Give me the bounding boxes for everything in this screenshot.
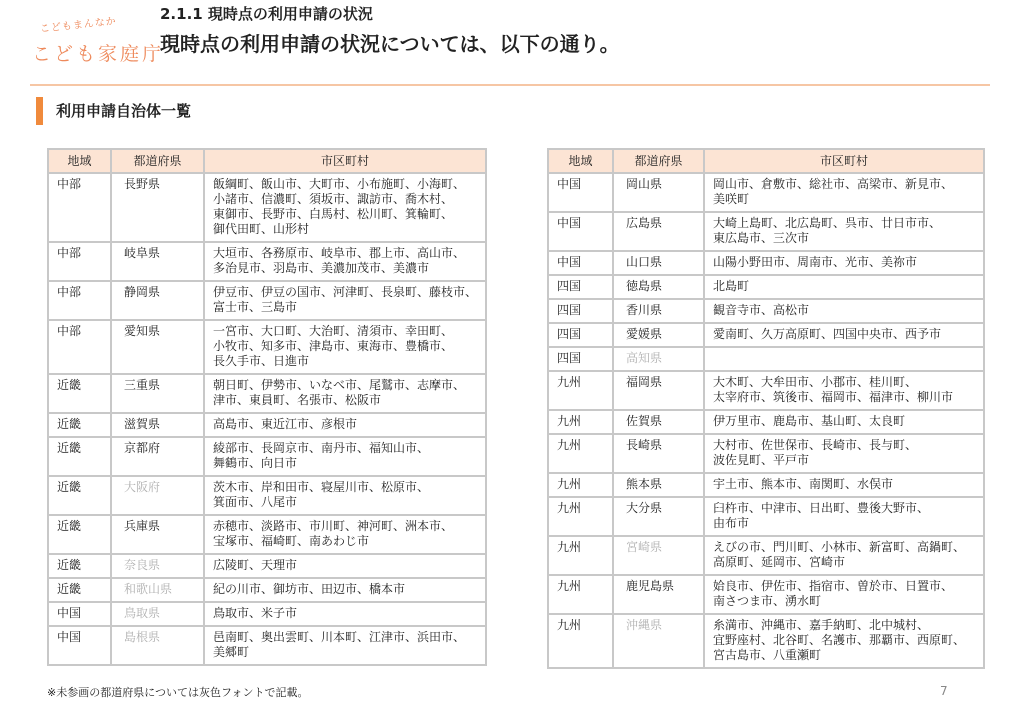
prefecture-cell: 愛知県 (111, 320, 204, 374)
logo-name: こども家庭庁 (32, 43, 165, 65)
prefecture-cell: 和歌山県 (111, 578, 204, 602)
logo (28, 16, 165, 74)
page-title: 現時点の利用申請の状況については、以下の通り。 (160, 32, 620, 56)
municipalities-cell: 一宮市、大口町、大治町、清須市、幸田町、 小牧市、知多市、津島市、東海市、豊橋市、 長久手市、日進市 (204, 320, 486, 374)
prefecture-cell: 兵庫県 (111, 515, 204, 554)
col-header-prefecture: 都道府県 (613, 149, 704, 173)
prefecture-cell: 静岡県 (111, 281, 204, 320)
table-row (48, 374, 486, 413)
municipalities-cell: 伊豆市、伊豆の国市、河津町、長泉町、藤枝市、 富士市、三島市 (204, 281, 486, 320)
table-row (548, 410, 984, 434)
region-cell: 近畿 (48, 374, 111, 413)
table-row (548, 371, 984, 410)
region-cell: 九州 (548, 434, 613, 473)
municipality-table-right (547, 148, 985, 669)
region-cell: 近畿 (48, 515, 111, 554)
region-cell: 九州 (548, 473, 613, 497)
table-row (548, 299, 984, 323)
table-row (548, 251, 984, 275)
municipalities-cell: 広陵町、天理市 (204, 554, 486, 578)
region-cell: 近畿 (48, 578, 111, 602)
municipalities-cell: 愛南町、久万高原町、四国中央市、西予市 (704, 323, 984, 347)
table-row (48, 578, 486, 602)
prefecture-cell: 熊本県 (613, 473, 704, 497)
col-header-prefecture: 都道府県 (111, 149, 204, 173)
table-row (548, 323, 984, 347)
region-cell: 九州 (548, 371, 613, 410)
table-row (48, 554, 486, 578)
region-cell: 中国 (548, 251, 613, 275)
region-cell: 中部 (48, 242, 111, 281)
municipalities-cell: 糸満市、沖縄市、嘉手納町、北中城村、 宜野座村、北谷町、名護市、那覇市、西原町、 宮古島市、八重瀬町 (704, 614, 984, 668)
prefecture-cell: 沖縄県 (613, 614, 704, 668)
section-number-heading: 2.1.1 現時点の利用申請の状況 (160, 5, 373, 23)
prefecture-cell: 奈良県 (111, 554, 204, 578)
municipalities-cell: えびの市、門川町、小林市、新富町、高鍋町、 高原町、延岡市、宮崎市 (704, 536, 984, 575)
municipalities-cell: 宇土市、熊本市、南関町、水俣市 (704, 473, 984, 497)
table-row (548, 536, 984, 575)
municipalities-cell: 大崎上島町、北広島町、呉市、廿日市市、 東広島市、三次市 (704, 212, 984, 251)
table-row (48, 437, 486, 476)
table-row (548, 434, 984, 473)
table-row (548, 497, 984, 536)
table-row (548, 614, 984, 668)
region-cell: 中国 (48, 602, 111, 626)
municipalities-cell: 高島市、東近江市、彦根市 (204, 413, 486, 437)
table-row (548, 575, 984, 614)
municipalities-cell: 伊万里市、鹿島市、基山町、太良町 (704, 410, 984, 434)
col-header-municipalities: 市区町村 (204, 149, 486, 173)
prefecture-cell: 佐賀県 (613, 410, 704, 434)
prefecture-cell: 徳島県 (613, 275, 704, 299)
table-row (548, 347, 984, 371)
municipalities-cell: 赤穂市、淡路市、市川町、神河町、洲本市、 宝塚市、福崎町、南あわじ市 (204, 515, 486, 554)
municipalities-cell: 邑南町、奥出雲町、川本町、江津市、浜田市、 美郷町 (204, 626, 486, 665)
footnote: ※未参画の都道府県については灰色フォントで記載。 (47, 686, 309, 699)
municipalities-cell: 山陽小野田市、周南市、光市、美祢市 (704, 251, 984, 275)
region-cell: 近畿 (48, 554, 111, 578)
municipalities-cell: 飯綱町、飯山市、大町市、小布施町、小海町、 小諸市、信濃町、須坂市、諏訪市、喬木村、 東御市、長野市、白馬村、松川町、箕輪町、 御代田町、山形村 (204, 173, 486, 242)
table-row (48, 476, 486, 515)
region-cell: 中国 (548, 212, 613, 251)
municipalities-cell: 鳥取市、米子市 (204, 602, 486, 626)
table-header-row (548, 149, 984, 173)
prefecture-cell: 長崎県 (613, 434, 704, 473)
prefecture-cell: 滋賀県 (111, 413, 204, 437)
region-cell: 四国 (548, 323, 613, 347)
region-cell: 九州 (548, 575, 613, 614)
table-row (548, 212, 984, 251)
prefecture-cell: 長野県 (111, 173, 204, 242)
section-accent-bar (36, 97, 43, 125)
prefecture-cell: 福岡県 (613, 371, 704, 410)
municipalities-cell: 大村市、佐世保市、長崎市、長与町、 波佐見町、平戸市 (704, 434, 984, 473)
prefecture-cell: 京都府 (111, 437, 204, 476)
page-number: 7 (940, 684, 948, 698)
table-body (548, 173, 984, 668)
prefecture-cell: 島根県 (111, 626, 204, 665)
prefecture-cell: 岡山県 (613, 173, 704, 212)
municipalities-cell: 紀の川市、御坊市、田辺市、橋本市 (204, 578, 486, 602)
table-row (48, 515, 486, 554)
prefecture-cell: 香川県 (613, 299, 704, 323)
section-title: 利用申請自治体一覧 (56, 102, 192, 120)
prefecture-cell: 宮崎県 (613, 536, 704, 575)
table-row (548, 173, 984, 212)
prefecture-cell: 岐阜県 (111, 242, 204, 281)
prefecture-cell: 大分県 (613, 497, 704, 536)
col-header-municipalities: 市区町村 (704, 149, 984, 173)
region-cell: 近畿 (48, 476, 111, 515)
region-cell: 中部 (48, 320, 111, 374)
municipalities-cell: 姶良市、伊佐市、指宿市、曽於市、日置市、 南さつま市、湧水町 (704, 575, 984, 614)
prefecture-cell: 大阪府 (111, 476, 204, 515)
table-row (48, 281, 486, 320)
municipalities-cell: 朝日町、伊勢市、いなべ市、尾鷲市、志摩市、 津市、東員町、名張市、松阪市 (204, 374, 486, 413)
municipalities-cell (704, 347, 984, 371)
region-cell: 四国 (548, 347, 613, 371)
prefecture-cell: 広島県 (613, 212, 704, 251)
region-cell: 九州 (548, 410, 613, 434)
table-row (48, 320, 486, 374)
prefecture-cell: 高知県 (613, 347, 704, 371)
region-cell: 中部 (48, 173, 111, 242)
table-row (48, 242, 486, 281)
logo-tagline: こどもまんなか (39, 16, 118, 35)
divider (30, 84, 990, 86)
region-cell: 九州 (548, 614, 613, 668)
region-cell: 近畿 (48, 437, 111, 476)
region-cell: 四国 (548, 275, 613, 299)
municipalities-cell: 岡山市、倉敷市、総社市、高梁市、新見市、 美咲町 (704, 173, 984, 212)
region-cell: 四国 (548, 299, 613, 323)
municipalities-cell: 北島町 (704, 275, 984, 299)
region-cell: 中部 (48, 281, 111, 320)
region-cell: 中国 (48, 626, 111, 665)
municipality-table-left (47, 148, 487, 666)
prefecture-cell: 鹿児島県 (613, 575, 704, 614)
region-cell: 九州 (548, 497, 613, 536)
table-header-row (48, 149, 486, 173)
region-cell: 中国 (548, 173, 613, 212)
municipalities-cell: 大木町、大牟田市、小郡市、桂川町、 太宰府市、筑後市、福岡市、福津市、柳川市 (704, 371, 984, 410)
region-cell: 九州 (548, 536, 613, 575)
municipalities-cell: 観音寺市、高松市 (704, 299, 984, 323)
col-header-region: 地域 (548, 149, 613, 173)
table-row (48, 602, 486, 626)
region-cell: 近畿 (48, 413, 111, 437)
table-row (48, 413, 486, 437)
table-row (48, 173, 486, 242)
table-row (548, 275, 984, 299)
col-header-region: 地域 (48, 149, 111, 173)
prefecture-cell: 愛媛県 (613, 323, 704, 347)
table-body (48, 173, 486, 665)
municipalities-cell: 大垣市、各務原市、岐阜市、郡上市、高山市、 多治見市、羽島市、美濃加茂市、美濃市 (204, 242, 486, 281)
table-row (548, 473, 984, 497)
municipalities-cell: 綾部市、長岡京市、南丹市、福知山市、 舞鶴市、向日市 (204, 437, 486, 476)
municipalities-cell: 臼杵市、中津市、日出町、豊後大野市、 由布市 (704, 497, 984, 536)
prefecture-cell: 山口県 (613, 251, 704, 275)
municipalities-cell: 茨木市、岸和田市、寝屋川市、松原市、 箕面市、八尾市 (204, 476, 486, 515)
prefecture-cell: 鳥取県 (111, 602, 204, 626)
table-row (48, 626, 486, 665)
prefecture-cell: 三重県 (111, 374, 204, 413)
